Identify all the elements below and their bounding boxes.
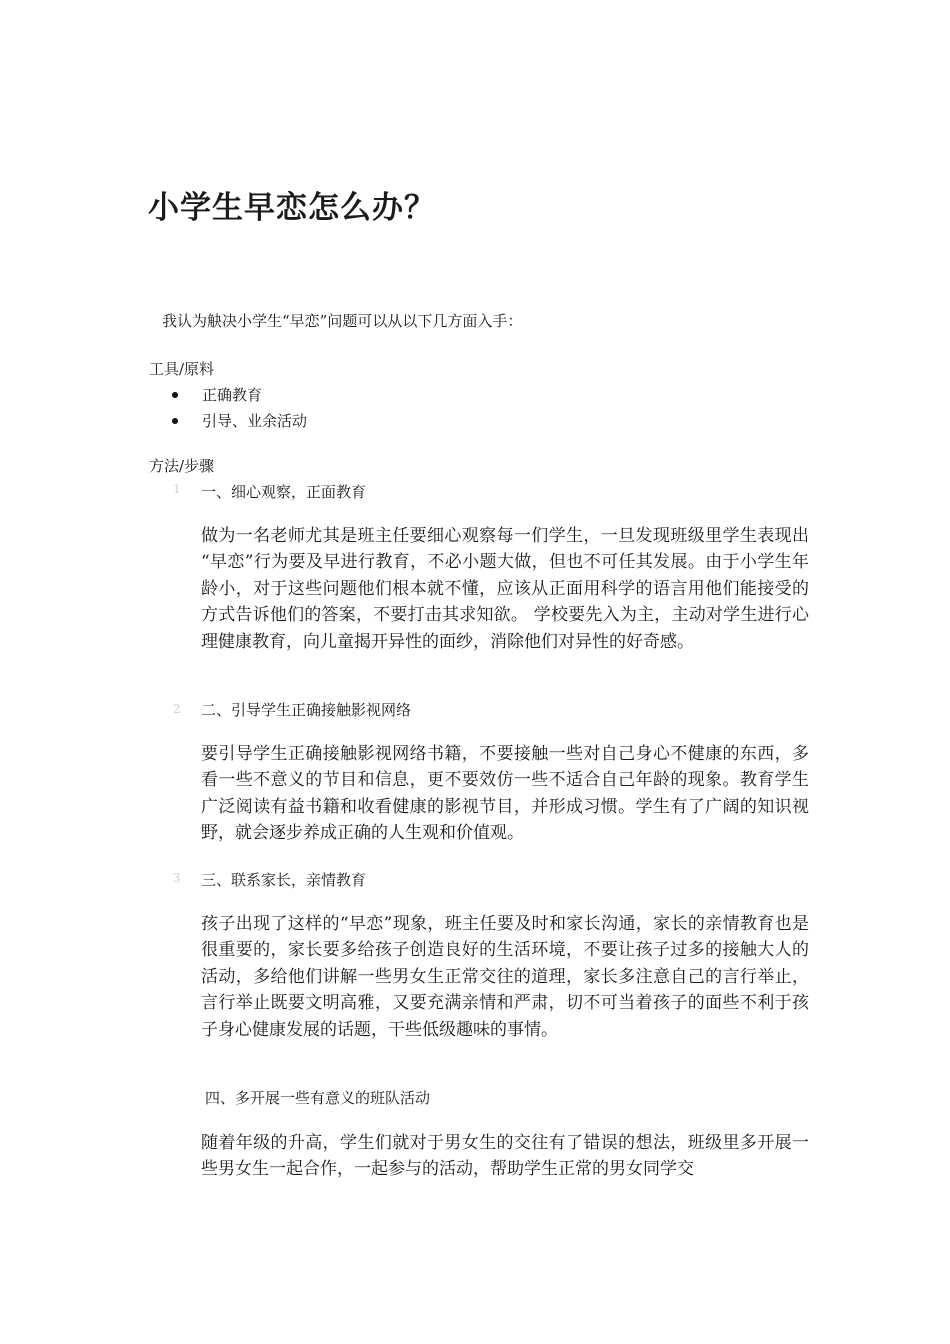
- page-title: 小学生早恋怎么办？: [148, 190, 436, 226]
- method-heading: 方法/步骤: [149, 457, 215, 475]
- step-number: 3: [173, 871, 181, 885]
- step-paragraph: 孩子出现了这样的“早恋”现象，班主任要及时和家长沟通，家长的亲情教育也是很重要的，家长要多给孩子创造良好的生活环境，不要让孩子过多的接触大人的活动，多给他们讲解一些男女生正常交往的道理，家长多注意自己的言行举止，言行举止既要文明高雅，又要充满亲情和严肃，切不可当着孩子的面些不利于孩子身心健康发展的话题，干些低级趣味的事情。: [201, 914, 809, 1040]
- step-heading: 二、引导学生正确接触影视网络: [201, 701, 412, 719]
- bullet-icon: [172, 418, 178, 424]
- step-paragraph: 随着年级的升高，学生们就对于男女生的交往有了错误的想法，班级里多开展一些男女生一起合作，一起参与的活动，帮助学生正常的男女同学交: [201, 1133, 809, 1180]
- list-item: [172, 408, 307, 434]
- step-paragraph: 做为一名老师尤其是班主任要细心观察每一们学生，一旦发现班级里学生表现出 “早恋”行为要及早进行教育，不必小题大做，但也不可任其发展。由于小学生年龄小，对于这些问题他们根本就不懂，应该从正面用科学的语言用他们能接受的方式告诉他们的答案，不要打击其求知欲。 学校要先入为主，主动对学生进行心理健康教育，向儿童揭开异性的面纱，消除他们对异性的好奇感。: [201, 526, 809, 652]
- list-item: [172, 382, 307, 408]
- step-number: 1: [173, 482, 181, 496]
- step-heading: 三、联系家长，亲情教育: [201, 871, 367, 889]
- tools-heading: 工具/原料: [149, 360, 215, 378]
- tool-item-label: 引导、业余活动: [202, 412, 308, 430]
- tool-item-label: 正确教育: [202, 386, 263, 404]
- step-heading: 一、细心观察，正面教育: [201, 483, 367, 501]
- step-paragraph: 要引导学生正确接触影视网络书籍，不要接触一些对自己身心不健康的东西，多看一些不意义的节目和信息，更不要效仿一些不适合自己年龄的现象。教育学生广泛阅读有益书籍和收看健康的影视节目，并形成习惯。学生有了广阔的知识视野，就会逐步养成正确的人生观和价值观。: [201, 744, 809, 844]
- intro-text: 我认为觖决小学生“早恋”问题可以从以下几方面入手：: [162, 312, 523, 330]
- tools-list: [172, 382, 307, 434]
- step-heading: 四、多开展一些有意义的班队活动: [205, 1089, 431, 1107]
- bullet-icon: [172, 392, 178, 398]
- step-number: 2: [173, 702, 181, 716]
